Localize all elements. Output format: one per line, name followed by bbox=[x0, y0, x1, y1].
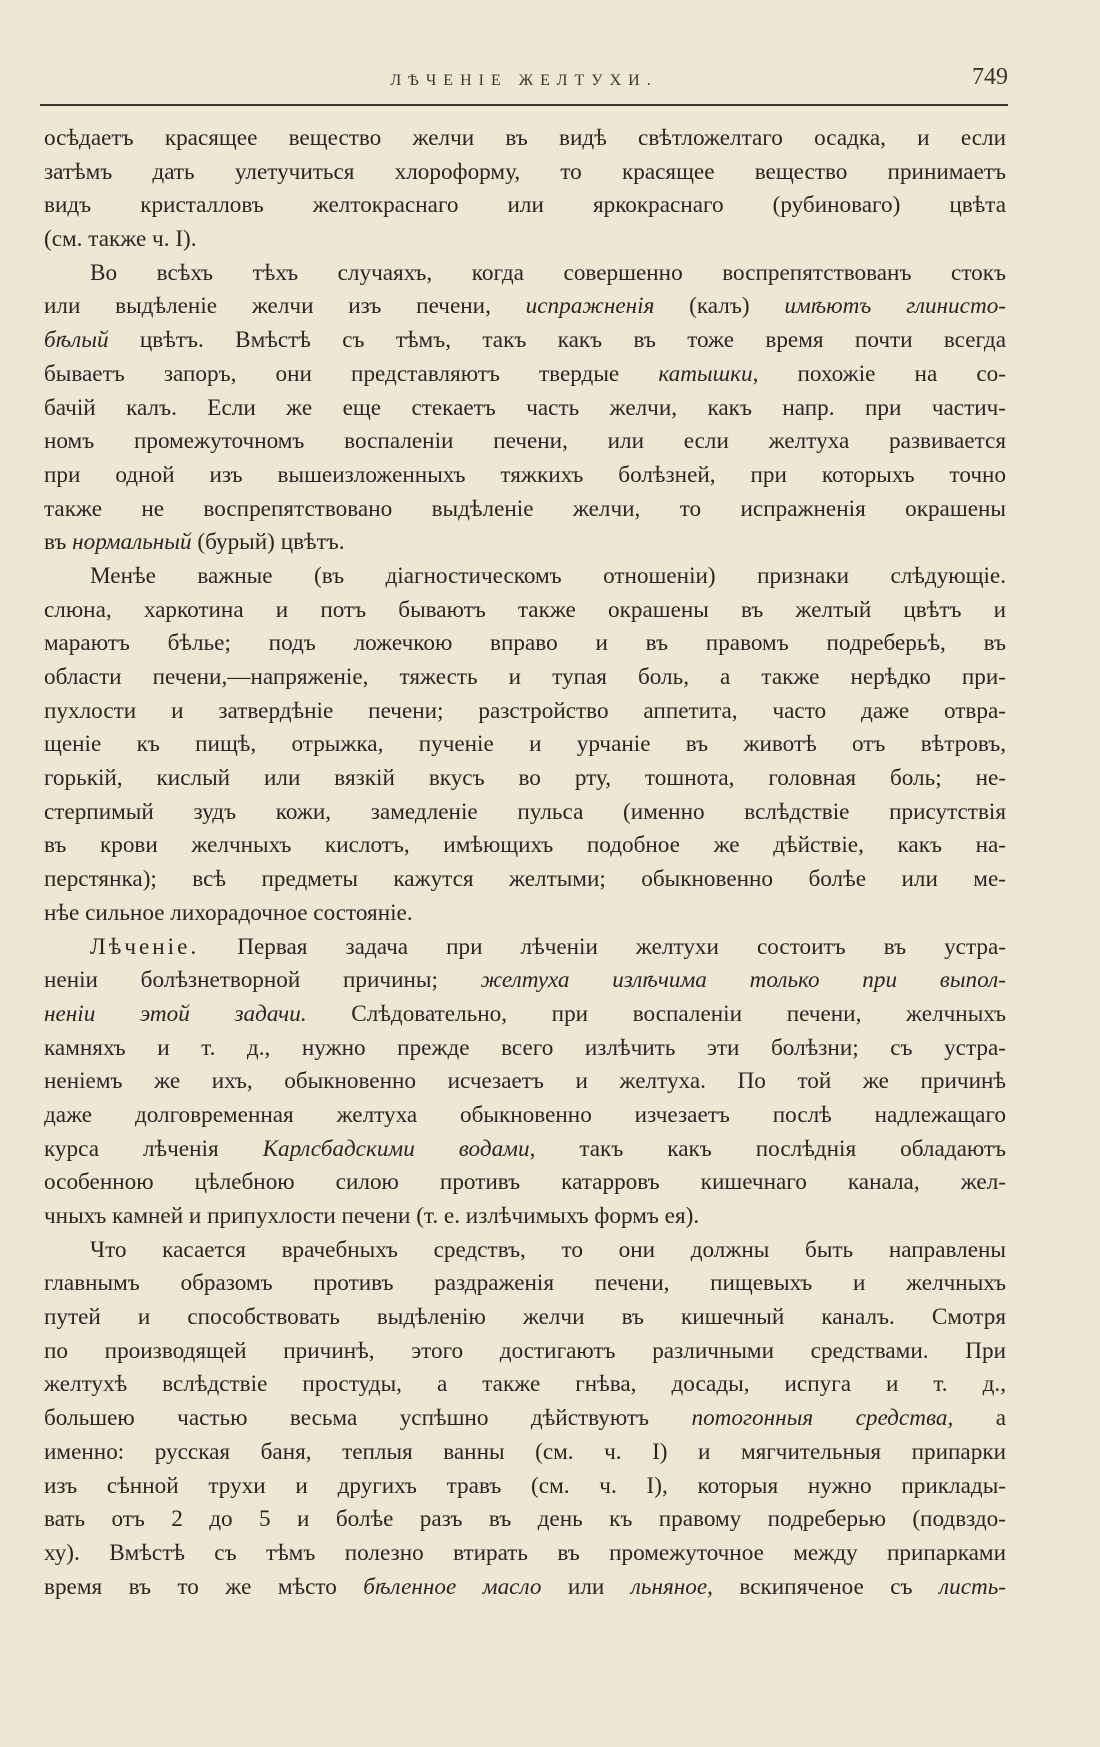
text-line: курса лѣченія Карлсбадскими водами, такъ какъ послѣднія обладаютъ bbox=[44, 1135, 1007, 1162]
page-number: 749 bbox=[972, 64, 1008, 90]
emphasis: бѣленное масло bbox=[363, 1573, 542, 1600]
text-line: затѣмъ дать улетучиться хлороформу, то красящее вещество принимаетъ bbox=[44, 158, 1006, 185]
text-line: ху). Вмѣстѣ съ тѣмъ полезно втирать въ промежуточное между припарками bbox=[44, 1539, 1006, 1566]
text-line: при одной изъ вышеизложенныхъ тяжкихъ болѣзней, при которыхъ точно bbox=[44, 461, 1006, 488]
text-line: осѣдаетъ красящее вещество желчи въ видѣ свѣтложелтаго осадка, и если bbox=[44, 125, 1006, 151]
text-line: (см. также ч. I). bbox=[44, 226, 197, 253]
text-line: стерпимый зудъ кожи, замедленіе пульса (именно вслѣдствіе присутствія bbox=[44, 798, 1006, 825]
text-line: путей и способствовать выдѣленію желчи въ кишечный каналъ. Смотря bbox=[44, 1304, 1006, 1331]
emphasis: имѣютъ глинисто- bbox=[784, 293, 1007, 320]
text-line: горькій, кислый или вязкій вкусъ во рту, тошнота, головная боль; не- bbox=[44, 765, 1006, 792]
text-line: пухлости и затвердѣніе печени; разстройство аппетита, часто даже отвра- bbox=[44, 697, 1006, 724]
text-line: желтухѣ вслѣдствіе простуды, а также гнѣва, досады, испуга и т. д., bbox=[44, 1371, 1006, 1398]
text-line: слюна, харкотина и потъ бываютъ также окрашены въ желтый цвѣтъ и bbox=[44, 596, 1006, 623]
text-line: нѣе сильное лихорадочное состояніе. bbox=[44, 899, 413, 926]
section-heading: Лѣченіе. bbox=[90, 933, 200, 960]
text-line: перстянка); всѣ предметы кажутся желтыми; обыкновенно болѣе или ме- bbox=[44, 866, 1006, 893]
text-line: чныхъ камней и припухлости печени (т. е. излѣчимыхъ формъ ея). bbox=[44, 1203, 700, 1229]
text-line: Во всѣхъ тѣхъ случаяхъ, когда совершенно воспрепятствованъ стокъ bbox=[90, 259, 1006, 286]
text-line: большею частью весьма успѣшно дѣйствуютъ потогонныя средства, а bbox=[44, 1405, 1006, 1432]
text-line: видъ кристалловъ желтокраснаго или яркокраснаго (рубиноваго) цвѣта bbox=[44, 192, 1006, 219]
text-line: области печени,—напряженіе, тяжесть и тупая боль, а также нерѣдко при- bbox=[44, 664, 1006, 690]
emphasis: катышки bbox=[658, 360, 753, 387]
text-line: вать отъ 2 до 5 и болѣе разъ въ день къ правому подреберью (подвздо- bbox=[44, 1506, 1006, 1533]
text-line: именно: русская баня, теплыя ванны (см. ч. I) и мягчительныя припарки bbox=[44, 1438, 1006, 1465]
text-line: даже долговременная желтуха обыкновенно изчезаетъ послѣ надлежащаго bbox=[44, 1101, 1006, 1128]
body-text bbox=[44, 122, 1006, 1604]
text-line: время въ то же мѣсто бѣленное масло или льняное, вскипяченое съ листь- bbox=[44, 1573, 1007, 1600]
text-line: номъ промежуточномъ воспаленіи печени, или если желтуха развивается bbox=[44, 428, 1006, 455]
text-line: главнымъ образомъ противъ раздраженія печени, пищевыхъ и желчныхъ bbox=[44, 1270, 1006, 1297]
text-line: изъ сѣнной трухи и другихъ травъ (см. ч. I), которыя нужно приклады- bbox=[44, 1472, 1006, 1499]
page-header bbox=[40, 60, 1008, 104]
text-line: неніемъ же ихъ, обыкновенно исчезаетъ и желтуха. По той же причинѣ bbox=[44, 1068, 1006, 1095]
emphasis: льняное, bbox=[630, 1573, 713, 1600]
header-rule bbox=[40, 104, 1008, 106]
text-line: мараютъ бѣлье; подъ ложечкою вправо и въ правомъ подреберьѣ, въ bbox=[44, 630, 1006, 657]
text-line: бѣлый цвѣтъ. Вмѣстѣ съ тѣмъ, такъ какъ въ тоже время почти всегда bbox=[44, 327, 1006, 354]
running-title: ЛѢЧЕНІЕ ЖЕЛТУХИ. bbox=[390, 72, 658, 89]
emphasis: испражненія bbox=[525, 293, 655, 320]
emphasis: Карлсбадскими водами bbox=[262, 1135, 530, 1162]
text-line: также не воспрепятствовано выдѣленіе желчи, то испражненія окрашены bbox=[44, 495, 1006, 522]
text-line: Что касается врачебныхъ средствъ, то они должны быть направлены bbox=[90, 1236, 1006, 1263]
text-line: Лѣченіе. Первая задача при лѣченіи желтухи состоитъ въ устра- bbox=[90, 933, 1006, 960]
text-line: по производящей причинѣ, этого достигаютъ различными средствами. При bbox=[44, 1337, 1006, 1364]
text-line: неніи этой задачи. Слѣдовательно, при воспаленіи печени, желчныхъ bbox=[44, 1000, 1006, 1027]
text-line: или выдѣленіе желчи изъ печени, испражненія (калъ) имѣютъ глинисто- bbox=[44, 293, 1007, 320]
text-line: щеніе къ пищѣ, отрыжка, пученіе и урчаніе въ животѣ отъ вѣтровъ, bbox=[44, 731, 1006, 758]
text-line: неніи болѣзнетворной причины; желтуха излѣчима только при выпол- bbox=[44, 967, 1006, 994]
emphasis: нормальный bbox=[72, 529, 192, 556]
text-line: камняхъ и т. д., нужно прежде всего излѣчить эти болѣзни; съ устра- bbox=[44, 1034, 1006, 1061]
text-line: Менѣе важные (въ діагностическомъ отношеніи) признаки слѣдующіе. bbox=[90, 562, 1006, 589]
emphasis: желтуха излѣчима только при выпол- bbox=[480, 967, 1006, 994]
emphasis: неніи этой задачи. bbox=[44, 1000, 307, 1027]
text-line: въ нормальный (бурый) цвѣтъ. bbox=[44, 529, 345, 556]
emphasis: потогонныя средства, bbox=[691, 1405, 954, 1432]
text-line: особенною цѣлебною силою противъ катарровъ кишечнаго канала, жел- bbox=[44, 1169, 1006, 1196]
text-line: въ крови желчныхъ кислотъ, имѣющихъ подобное же дѣйствіе, какъ на- bbox=[44, 832, 1006, 859]
emphasis: бѣлый bbox=[44, 327, 109, 354]
text-line: бачій калъ. Если же еще стекаетъ часть желчи, какъ напр. при частич- bbox=[44, 394, 1006, 421]
text-line: бываетъ запоръ, они представляютъ твердые катышки, похожіе на со- bbox=[44, 360, 1006, 387]
emphasis: листь- bbox=[939, 1573, 1007, 1600]
